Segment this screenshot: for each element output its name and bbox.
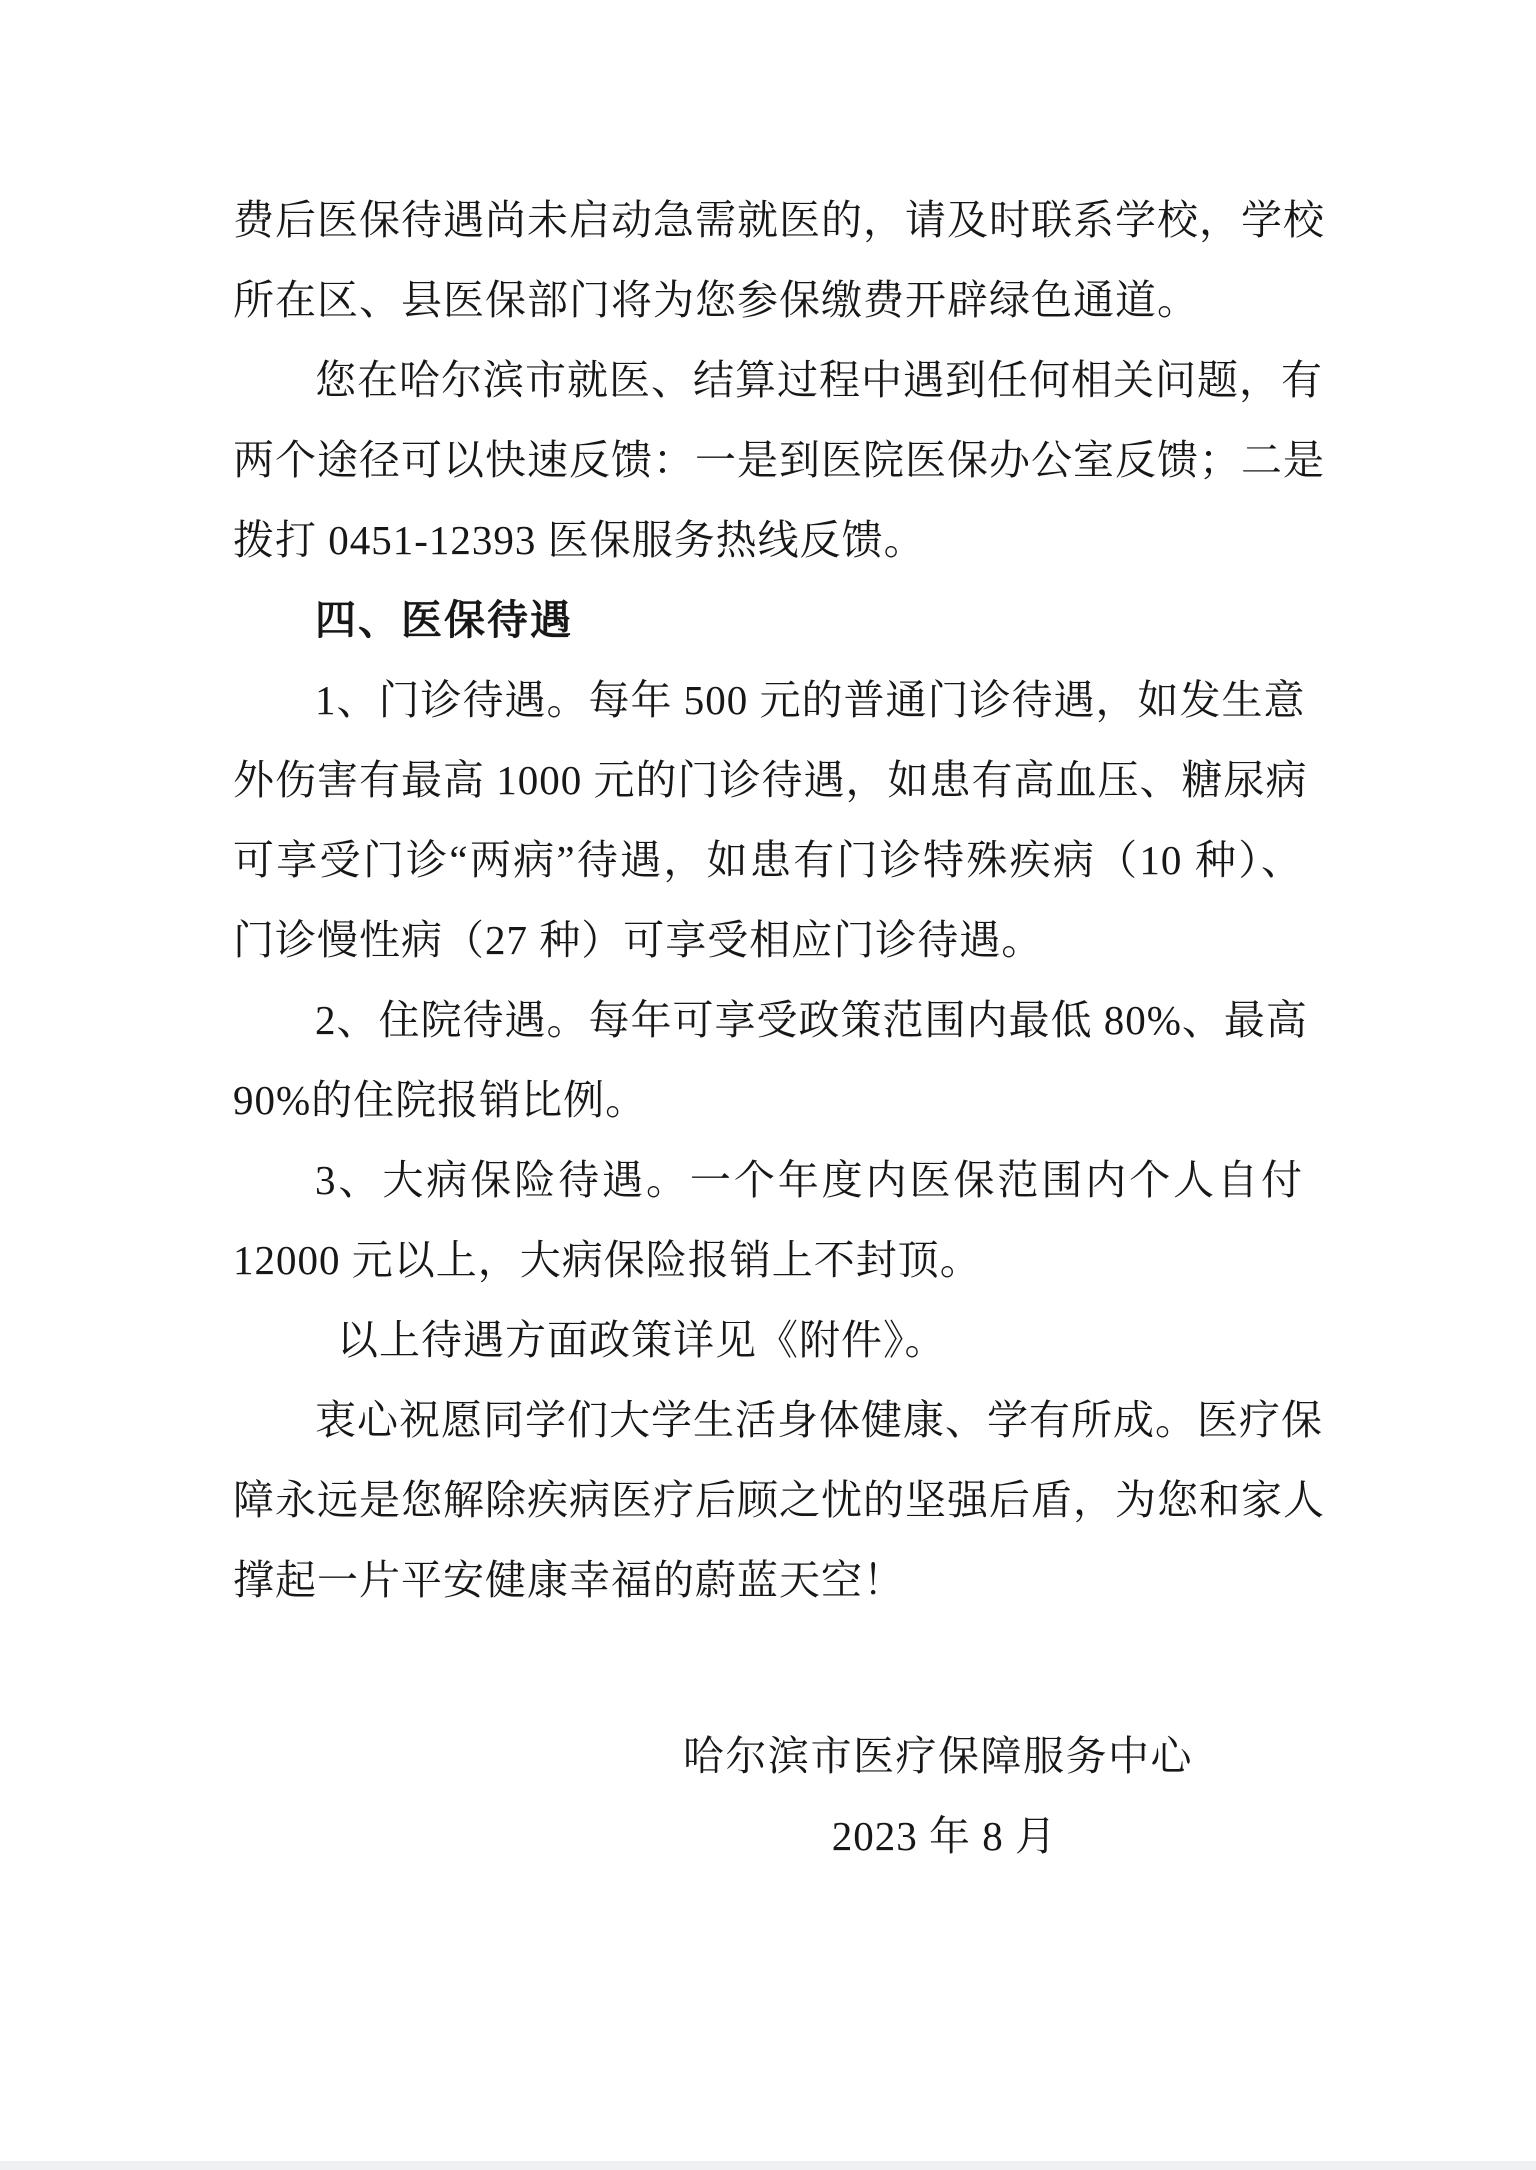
section-heading: 四、医保待遇: [315, 597, 573, 643]
body-line: 3、大病保险待遇。一个年度内医保范围内个人自付: [315, 1157, 1303, 1203]
body-line: 拨打 0451-12393 医保服务热线反馈。: [233, 517, 926, 563]
signature-gap: [233, 1620, 1303, 1716]
body-line: 90%的住院报销比例。: [233, 1077, 648, 1123]
signature-date: 2023 年 8 月: [831, 1813, 1057, 1859]
body-line: 衷心祝愿同学们大学生活身体健康、学有所成。医疗保: [315, 1397, 1323, 1443]
body-line: 以上待遇方面政策详见《附件》。: [337, 1317, 947, 1363]
body-line: 障永远是您解除疾病医疗后顾之忧的坚强后盾，为您和家人: [233, 1477, 1325, 1523]
body-line: 所在区、县医保部门将为您参保缴费开辟绿色通道。: [233, 277, 1199, 323]
document-body: [233, 180, 1325, 1876]
body-line: 费后医保待遇尚未启动急需就医的，请及时联系学校，学校: [233, 197, 1325, 243]
body-line: 1、门诊待遇。每年 500 元的普通门诊待遇，如发生意: [315, 677, 1306, 723]
page-bottom-edge: [0, 2161, 1536, 2170]
body-line: 可享受门诊“两病”待遇，如患有门诊特殊疾病（10 种）、: [233, 837, 1303, 883]
body-line: 12000 元以上，大病保险报销上不封顶。: [233, 1237, 982, 1283]
body-line: 撑起一片平安健康幸福的蔚蓝天空！: [233, 1557, 905, 1603]
body-line: 2、住院待遇。每年可享受政策范围内最低 80%、最高: [315, 997, 1308, 1043]
body-line: 门诊慢性病（27 种）可享受相应门诊待遇。: [233, 917, 1044, 963]
body-line: 外伤害有最高 1000 元的门诊待遇，如患有高血压、糖尿病: [233, 757, 1308, 803]
body-line: 两个途径可以快速反馈：一是到医院医保办公室反馈；二是: [233, 437, 1325, 483]
body-line: 您在哈尔滨市就医、结算过程中遇到任何相关问题，有: [315, 357, 1323, 403]
signature-org: 哈尔滨市医疗保障服务中心: [683, 1733, 1193, 1779]
